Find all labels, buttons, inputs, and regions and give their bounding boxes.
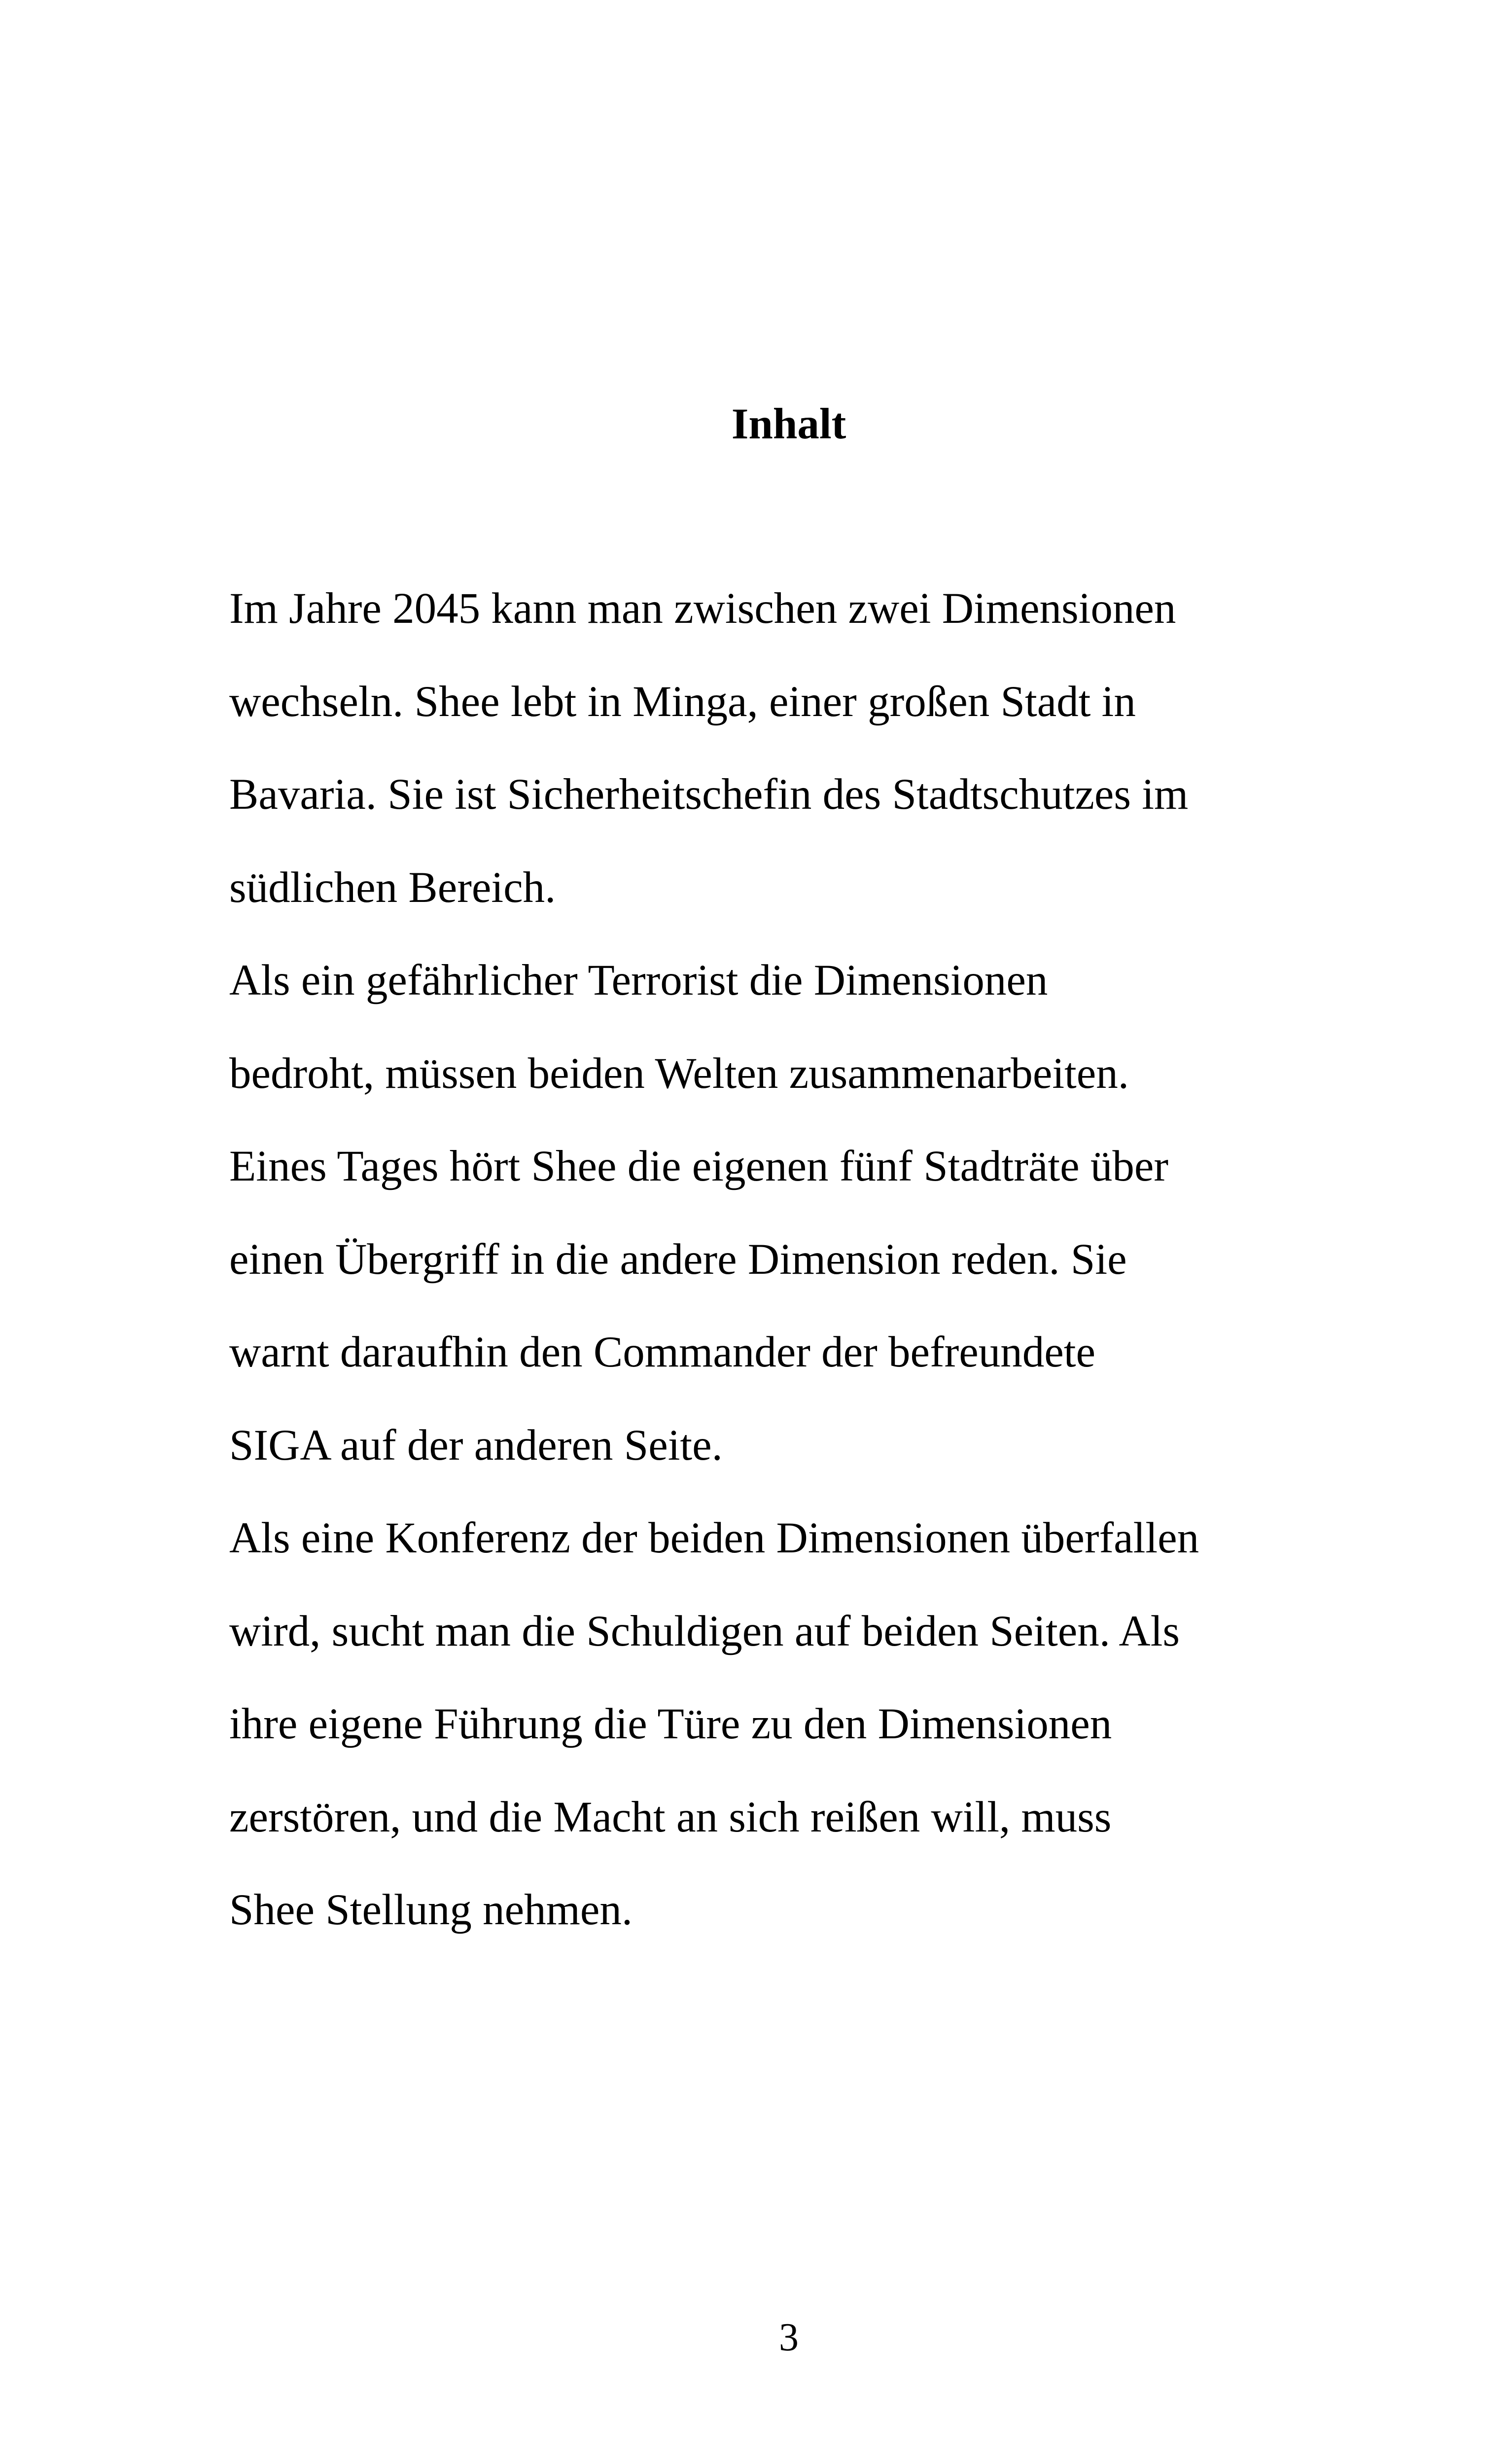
text-line: Als ein gefährlicher Terrorist die Dimensionen [229,956,1048,1005]
text-line: Bavaria. Sie ist Sicherheitschefin des Stadtschutzes im [229,770,1189,819]
text-line: Shee Stellung nehmen. [229,1886,633,1934]
text-line: wechseln. Shee lebt in Minga, einer großen Stadt in [229,677,1136,726]
text-line: Im Jahre 2045 kann man zwischen zwei Dimensionen [229,584,1176,633]
text-line: Eines Tages hört Shee die eigenen fünf Stadträte über [229,1142,1168,1190]
text-line: zerstören, und die Macht an sich reißen will, muss [229,1793,1112,1841]
page-heading: Inhalt [731,400,846,448]
synopsis-text [229,562,1412,1957]
text-line: bedroht, müssen beiden Welten zusammenarbeiten. [229,1049,1129,1098]
text-line: wird, sucht man die Schuldigen auf beiden Seiten. Als [229,1607,1180,1655]
text-line: warnt daraufhin den Commander der befreundete [229,1328,1096,1376]
text-line: Als eine Konferenz der beiden Dimensionen überfallen [229,1514,1199,1562]
text-line: ihre eigene Führung die Türe zu den Dimensionen [229,1700,1112,1748]
page-number: 3 [779,2316,799,2359]
text-line: einen Übergriff in die andere Dimension reden. Sie [229,1235,1127,1284]
text-line: südlichen Bereich. [229,863,556,912]
text-line: SIGA auf der anderen Seite. [229,1421,723,1470]
